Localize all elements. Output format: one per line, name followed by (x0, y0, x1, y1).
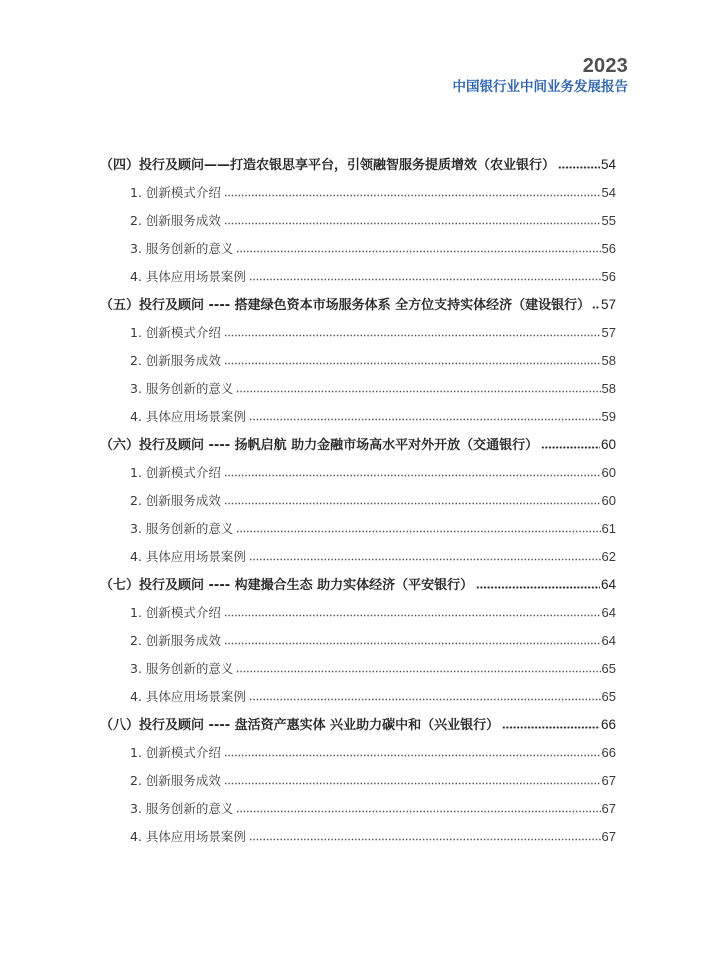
toc-subsection-title: 4. 具体应用场景案例 (130, 409, 246, 424)
toc-page-number: 60 (600, 437, 616, 452)
toc-subsection-entry[interactable] (100, 375, 616, 403)
toc-page-number: 62 (601, 549, 616, 564)
toc-subsection-entry[interactable] (100, 319, 616, 347)
toc-subsection-title: 3. 服务创新的意义 (130, 241, 234, 256)
toc-page-number: 64 (601, 605, 616, 620)
toc-subsection-entry[interactable] (100, 683, 616, 711)
dot-leader (236, 387, 600, 393)
toc-subsection-entry[interactable] (100, 739, 616, 767)
toc-subsection-title: 4. 具体应用场景案例 (130, 269, 246, 284)
toc-subsection-title: 1. 创新模式介绍 (130, 605, 221, 620)
dot-leader (592, 303, 600, 309)
dot-leader (249, 415, 601, 421)
dot-leader (224, 611, 601, 617)
toc-page-number: 66 (600, 717, 616, 732)
toc-page-number: 66 (601, 745, 616, 760)
toc-subsection-entry[interactable] (100, 543, 616, 571)
toc-section-title: （四）投行及顾问——打造农银思享平台，引领融智服务提质增效（农业银行） (100, 158, 556, 173)
toc-section-entry[interactable] (100, 291, 616, 319)
toc-subsection-title: 3. 服务创新的意义 (130, 801, 234, 816)
report-title: 中国银行业中间业务发展报告 (452, 79, 628, 95)
toc-subsection-title: 4. 具体应用场景案例 (130, 689, 246, 704)
dot-leader (249, 695, 601, 701)
dot-leader (224, 331, 601, 337)
toc-subsection-entry[interactable] (100, 823, 616, 851)
toc-subsection-title: 2. 创新服务成效 (130, 353, 221, 368)
dot-leader (224, 359, 601, 365)
toc-subsection-entry[interactable] (100, 655, 616, 683)
toc-subsection-title: 4. 具体应用场景案例 (130, 829, 246, 844)
toc-subsection-entry[interactable] (100, 599, 616, 627)
toc-page-number: 57 (600, 297, 616, 312)
toc-page-number: 65 (601, 661, 616, 676)
toc-section-title: （七）投行及顾问 ---- 构建撮合生态 助力实体经济（平安银行） (100, 578, 474, 593)
dot-leader (558, 163, 600, 169)
toc-section-entry[interactable] (100, 151, 616, 179)
toc-page-number: 56 (601, 269, 616, 284)
table-of-contents (100, 151, 616, 851)
dot-leader (236, 527, 600, 533)
toc-subsection-title: 1. 创新模式介绍 (130, 325, 221, 340)
toc-section-title: （六）投行及顾问 ---- 扬帆启航 助力金融市场高水平对外开放（交通银行） (100, 438, 539, 453)
toc-section-title: （五）投行及顾问 ---- 搭建绿色资本市场服务体系 全方位支持实体经济（建设银行） (100, 298, 591, 313)
toc-subsection-entry[interactable] (100, 767, 616, 795)
toc-page-number: 64 (601, 633, 616, 648)
toc-subsection-title: 2. 创新服务成效 (130, 493, 221, 508)
toc-page-number: 58 (601, 353, 616, 368)
toc-subsection-entry[interactable] (100, 515, 616, 543)
dot-leader (236, 667, 600, 673)
dot-leader (249, 275, 601, 281)
toc-subsection-entry[interactable] (100, 263, 616, 291)
toc-subsection-entry[interactable] (100, 347, 616, 375)
dot-leader (236, 807, 600, 813)
dot-leader (224, 779, 601, 785)
toc-page-number: 59 (601, 409, 616, 424)
toc-subsection-title: 3. 服务创新的意义 (130, 521, 234, 536)
dot-leader (249, 835, 601, 841)
toc-page-number: 67 (601, 773, 616, 788)
toc-page-number: 61 (601, 521, 616, 536)
toc-page-number: 56 (601, 241, 616, 256)
dot-leader (224, 499, 601, 505)
dot-leader (541, 443, 600, 449)
dot-leader (224, 751, 601, 757)
toc-page-number: 58 (601, 381, 616, 396)
toc-section-entry[interactable] (100, 571, 616, 599)
dot-leader (224, 219, 601, 225)
toc-subsection-title: 2. 创新服务成效 (130, 773, 221, 788)
toc-subsection-title: 4. 具体应用场景案例 (130, 549, 246, 564)
toc-subsection-title: 1. 创新模式介绍 (130, 745, 221, 760)
toc-page-number: 67 (601, 829, 616, 844)
toc-subsection-title: 2. 创新服务成效 (130, 633, 221, 648)
dot-leader (224, 471, 601, 477)
toc-section-entry[interactable] (100, 711, 616, 739)
toc-page-number: 64 (600, 577, 616, 592)
toc-subsection-title: 3. 服务创新的意义 (130, 381, 234, 396)
toc-subsection-entry[interactable] (100, 235, 616, 263)
toc-subsection-entry[interactable] (100, 207, 616, 235)
toc-section-entry[interactable] (100, 431, 616, 459)
toc-page-number: 60 (601, 465, 616, 480)
toc-subsection-entry[interactable] (100, 459, 616, 487)
dot-leader (476, 583, 600, 589)
toc-page-number: 57 (601, 325, 616, 340)
toc-subsection-entry[interactable] (100, 179, 616, 207)
toc-subsection-entry[interactable] (100, 487, 616, 515)
toc-subsection-entry[interactable] (100, 403, 616, 431)
toc-section-title: （八）投行及顾问 ---- 盘活资产惠实体 兴业助力碳中和（兴业银行） (100, 718, 500, 733)
toc-subsection-title: 2. 创新服务成效 (130, 213, 221, 228)
dot-leader (224, 639, 601, 645)
toc-subsection-entry[interactable] (100, 795, 616, 823)
toc-subsection-title: 1. 创新模式介绍 (130, 185, 221, 200)
toc-page-number: 60 (601, 493, 616, 508)
toc-subsection-title: 3. 服务创新的意义 (130, 661, 234, 676)
toc-page-number: 55 (601, 213, 616, 228)
toc-page-number: 65 (601, 689, 616, 704)
dot-leader (249, 555, 601, 561)
toc-page-number: 67 (601, 801, 616, 816)
page-header (453, 54, 629, 96)
dot-leader (224, 191, 601, 197)
toc-page-number: 54 (601, 185, 616, 200)
toc-subsection-title: 1. 创新模式介绍 (130, 465, 221, 480)
toc-page-number: 54 (600, 157, 616, 172)
dot-leader (236, 247, 600, 253)
toc-subsection-entry[interactable] (100, 627, 616, 655)
report-year: 2023 (582, 55, 628, 77)
dot-leader (502, 723, 600, 729)
